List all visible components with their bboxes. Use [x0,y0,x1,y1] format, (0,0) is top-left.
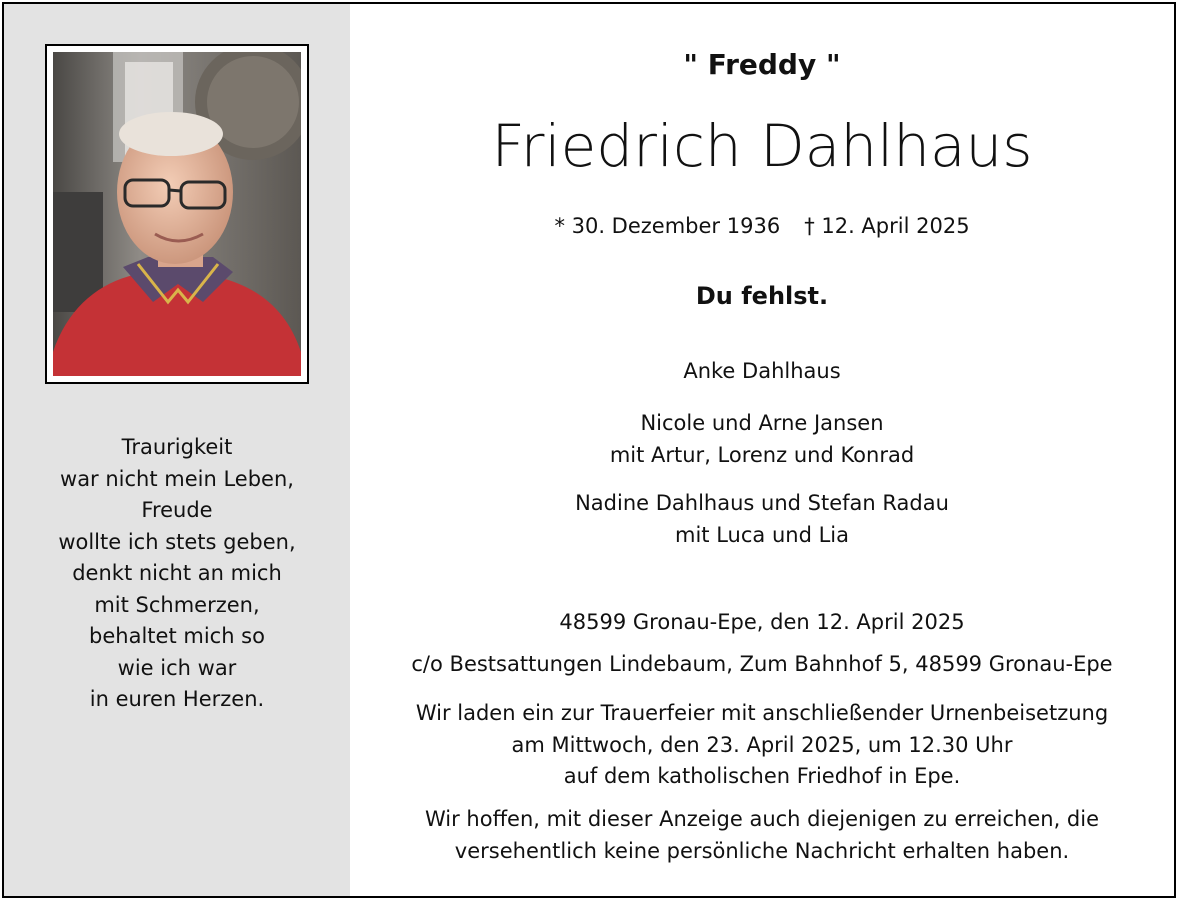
nickname: " Freddy " [683,48,841,81]
note-line: versehentlich keine persönliche Nachricht erhalten haben. [454,838,1070,863]
poem-line: wie ich war [117,655,237,680]
poem-line: Freude [141,498,213,522]
poem-line: in euren Herzen. [89,687,265,711]
birth-date: * 30. Dezember 1936 [554,214,781,238]
obituary-notice [2,2,1176,898]
life-dates [350,214,1174,238]
portrait-illustration [53,52,301,376]
family-line: Anke Dahlhaus [683,359,841,383]
family-group [350,356,1174,388]
address: c/o Bestsattungen Lindebaum, Zum Bahnhof 5, 48599 Gronau-Epe [411,652,1113,676]
family-line: Nadine Dahlhaus und Stefan Radau [575,491,949,515]
motto: Du fehlst. [695,282,829,310]
family-line: mit Artur, Lorenz und Konrad [609,442,915,467]
invitation-line: auf dem katholischen Friedhof in Epe. [563,764,961,788]
poem [4,432,350,716]
deceased-name: Friedrich Dahlhaus [491,112,1033,180]
poem-line: wollte ich stets geben, [58,529,296,554]
note-line: Wir hoffen, mit dieser Anzeige auch diejenigen zu erreichen, die [424,807,1100,831]
poem-line: Traurigkeit [121,435,233,459]
family-line: mit Luca und Lia [675,522,849,547]
portrait-photo [53,52,301,376]
poem-line: denkt nicht an mich [72,561,282,585]
place-date: 48599 Gronau-Epe, den 12. April 2025 [559,610,965,634]
poem-line: behaltet mich so [89,624,265,648]
left-panel [4,4,350,896]
portrait-frame [45,44,309,384]
poem-line: mit Schmerzen, [94,592,260,617]
family-line: Nicole und Arne Jansen [640,411,884,435]
poem-line: war nicht mein Leben, [60,466,294,491]
family-group [350,488,1174,551]
invitation-line: Wir laden ein zur Trauerfeier mit anschließender Urnenbeisetzung [415,701,1109,725]
family-group [350,408,1174,471]
death-date: † 12. April 2025 [804,214,970,238]
invitation [350,698,1174,793]
invitation-line: am Mittwoch, den 23. April 2025, um 12.30 Uhr [511,732,1013,757]
right-panel [350,4,1174,896]
closing-note [350,804,1174,867]
